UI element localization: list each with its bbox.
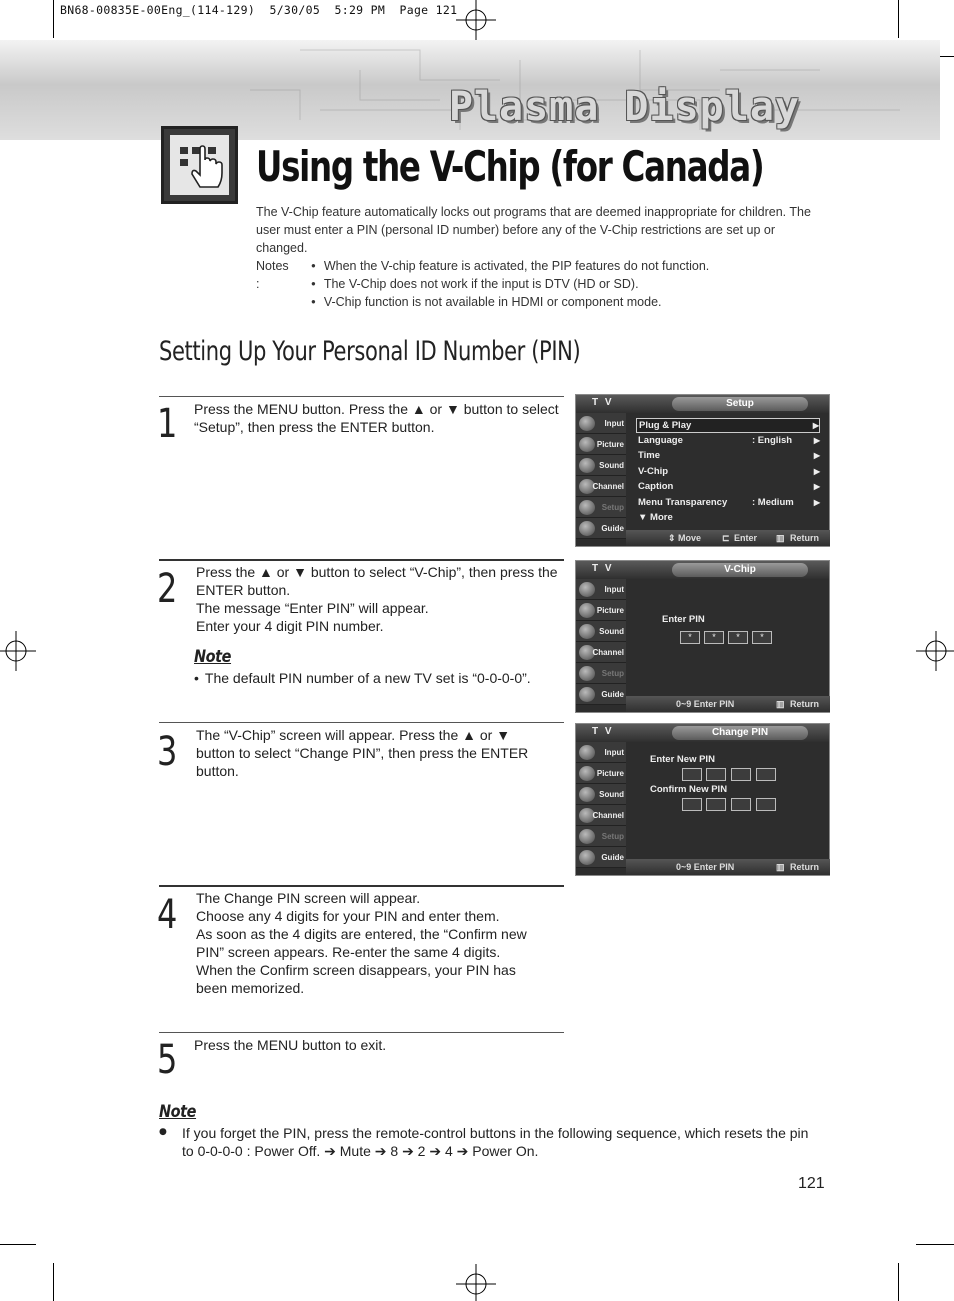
confirm-new-pin-label: Confirm New PIN <box>650 784 728 795</box>
osd-sidebar-item: Input <box>576 742 626 763</box>
osd-sidebar-item: Guide <box>576 847 626 868</box>
enter-pin-label: Enter PIN <box>662 614 705 625</box>
osd-title-bar <box>576 395 829 413</box>
crop-mark <box>916 1244 954 1245</box>
osd-sidebar-item: Sound <box>576 784 626 805</box>
step-line: Choose any 4 digits for your PIN and enter them. <box>196 908 500 924</box>
pin-digit-box <box>682 768 702 781</box>
step-5 <box>159 1032 564 1092</box>
return-icon: ▥ <box>776 699 785 709</box>
input-icon <box>579 745 595 760</box>
osd-sidebar-item: Input <box>576 413 626 434</box>
notes-item: ● When the V-chip feature is activated, the PIP features do not function. <box>311 257 831 275</box>
osd-sidebar-item: Guide <box>576 684 626 705</box>
step-divider <box>159 559 564 561</box>
osd-title-bar <box>576 724 829 742</box>
osd-sidebar <box>576 413 626 539</box>
pin-digit-box: * <box>704 631 724 644</box>
step-text: The “V-Chip” screen will appear. Press the ▲ or ▼ button to select “Change PIN”, then press the ENTER button. <box>196 727 529 779</box>
osd-sidebar-item: Sound <box>576 621 626 642</box>
crop-mark <box>898 1263 899 1301</box>
print-slug: BN68-00835E-00Eng_(114-129) 5/30/05 5:29 PM Page 121 <box>60 3 458 17</box>
step-line: As soon as the 4 digits are entered, the “Confirm new PIN” screen appears. Re-enter the same 4 digits. <box>196 926 527 960</box>
step-number: 5 <box>157 1037 178 1083</box>
pin-digit-box <box>706 768 726 781</box>
osd-footer-return: Return <box>790 699 819 709</box>
step-text <box>196 563 568 635</box>
osd-menu-row: V-Chip ▶ <box>638 466 820 477</box>
pin-digit-box <box>706 798 726 811</box>
guide-icon <box>579 521 595 536</box>
osd-sidebar-item: Picture <box>576 434 626 455</box>
note-heading: Note <box>159 1102 197 1122</box>
step-line: The message “Enter PIN” will appear. <box>196 600 429 616</box>
osd-menu-title: Setup <box>672 397 808 411</box>
osd-menu-title: Change PIN <box>672 726 808 740</box>
step-number: 1 <box>157 401 178 447</box>
registration-mark-icon <box>456 0 496 40</box>
move-icon: ⇕ <box>668 533 676 543</box>
step-number: 4 <box>157 892 178 938</box>
osd-sidebar-item: Setup <box>576 497 626 518</box>
setup-icon <box>579 666 595 681</box>
osd-title-bar <box>576 561 829 579</box>
osd-sidebar <box>576 579 626 705</box>
notes-item: ● V-Chip function is not available in HDMI or component mode. <box>311 293 831 311</box>
registration-mark-icon <box>456 1264 496 1301</box>
step-line: Enter your 4 digit PIN number. <box>196 618 384 634</box>
osd-tv-label: T V <box>592 397 614 408</box>
registration-mark-icon <box>0 631 36 671</box>
setup-icon <box>579 500 595 515</box>
step-number: 3 <box>157 729 178 775</box>
osd-footer-move: Move <box>678 533 702 543</box>
guide-icon <box>579 850 595 865</box>
osd-sidebar-item: Channel <box>576 642 626 663</box>
step-divider <box>159 885 564 887</box>
step-text <box>196 889 546 997</box>
step-text: Press the MENU button. Press the ▲ or ▼ button to select “Setup”, then press the ENTER button. <box>194 401 559 435</box>
input-icon <box>579 416 595 431</box>
picture-icon <box>579 766 595 781</box>
crop-mark <box>53 0 54 38</box>
pin-digit-box <box>682 798 702 811</box>
note-heading: Note <box>194 647 232 667</box>
osd-sidebar-item: Setup <box>576 663 626 684</box>
sound-icon <box>579 787 595 802</box>
step-1 <box>159 396 564 556</box>
note-bullet: ● <box>159 1127 167 1137</box>
step-line: The Change PIN screen will appear. <box>196 890 421 906</box>
step-divider <box>159 1032 564 1033</box>
osd-footer <box>626 859 830 875</box>
pin-digit-box: * <box>728 631 748 644</box>
return-icon: ▥ <box>776 862 785 872</box>
sound-icon <box>579 458 595 473</box>
osd-tv-label: T V <box>592 726 614 737</box>
step-divider <box>159 396 564 397</box>
step-3 <box>159 722 564 882</box>
step-text: Press the MENU button to exit. <box>194 1037 387 1053</box>
osd-change-pin-screen <box>575 723 830 876</box>
osd-sidebar-item: Setup <box>576 826 626 847</box>
crop-mark <box>53 1263 54 1301</box>
osd-menu-row: Time ▶ <box>638 450 820 461</box>
osd-footer-hint: 0~9 Enter PIN <box>676 699 735 709</box>
osd-footer-return: Return <box>790 533 819 543</box>
note-text: If you forget the PIN, press the remote-control buttons in the following sequence, which resets the pin to 0-0-0-0 : Power Off. ➔ Mute ➔ 8 ➔ 2 ➔ 4 ➔ Power On. <box>182 1125 809 1159</box>
osd-menu-row: Language : English ▶ <box>638 435 820 446</box>
page-number: 121 <box>798 1175 825 1192</box>
intro-paragraph: The V-Chip feature automatically locks out programs that are deemed inappropriate for children. The user must enter a PIN (personal ID number) before any of the V-Chip restrictions are set up or changed. <box>256 205 811 255</box>
section-title: Setting Up Your Personal ID Number (PIN) <box>159 336 581 367</box>
step-line: Press the ▲ or ▼ button to select “V-Chip”, then press the ENTER button. <box>196 564 558 598</box>
step-note <box>194 647 566 687</box>
enter-new-pin-label: Enter New PIN <box>650 754 715 765</box>
hand-pointer-icon <box>161 126 238 204</box>
pin-digit-box <box>731 768 751 781</box>
step-4 <box>159 885 564 1025</box>
input-icon <box>579 582 595 597</box>
setup-icon <box>579 829 595 844</box>
step-2 <box>159 559 564 719</box>
crop-mark <box>898 0 899 38</box>
note-bullet: • <box>194 670 199 686</box>
step-line: When the Confirm screen disappears, your PIN has been memorized. <box>196 962 516 996</box>
pin-digit-box: * <box>752 631 772 644</box>
picture-icon <box>579 437 595 452</box>
osd-sidebar-item: Sound <box>576 455 626 476</box>
osd-footer-return: Return <box>790 862 819 872</box>
osd-tv-label: T V <box>592 563 614 574</box>
sound-icon <box>579 624 595 639</box>
bottom-note <box>159 1102 819 1159</box>
osd-menu-row: ▼ More <box>638 512 673 523</box>
crop-mark <box>0 1244 36 1245</box>
osd-footer-enter: Enter <box>734 533 758 543</box>
pin-digit-box <box>731 798 751 811</box>
osd-sidebar-item: Picture <box>576 600 626 621</box>
banner-title: Plasma Display <box>448 84 800 130</box>
osd-vchip-screen <box>575 560 830 713</box>
step-divider <box>159 722 564 723</box>
osd-sidebar-item: Picture <box>576 763 626 784</box>
guide-icon <box>579 687 595 702</box>
step-number: 2 <box>157 566 178 612</box>
osd-footer <box>626 696 830 712</box>
pin-digit-box <box>756 798 776 811</box>
osd-menu-row: Caption ▶ <box>638 481 820 492</box>
osd-menu-row: Plug & Play ▶ <box>636 418 820 433</box>
notes-label: Notes : <box>256 259 289 291</box>
osd-sidebar <box>576 742 626 868</box>
notes-item: ● The V-Chip does not work if the input is DTV (HD or SD). <box>311 275 831 293</box>
osd-sidebar-item: Input <box>576 579 626 600</box>
pin-digit-box: * <box>680 631 700 644</box>
osd-sidebar-item: Channel <box>576 476 626 497</box>
osd-setup-screen <box>575 394 830 547</box>
osd-menu-title: V-Chip <box>672 563 808 577</box>
pin-digit-box <box>756 768 776 781</box>
osd-menu-row: Menu Transparency : Medium ▶ <box>638 497 820 508</box>
picture-icon <box>579 603 595 618</box>
registration-mark-icon <box>916 631 954 671</box>
enter-icon: ⊏ <box>722 533 730 543</box>
osd-sidebar-item: Channel <box>576 805 626 826</box>
notes-list <box>311 257 831 311</box>
header-banner <box>0 40 940 140</box>
osd-footer-hint: 0~9 Enter PIN <box>676 862 735 872</box>
note-text: The default PIN number of a new TV set is “0-0-0-0”. <box>204 670 531 686</box>
return-icon: ▥ <box>776 533 785 543</box>
page-title: Using the V-Chip (for Canada) <box>256 142 764 191</box>
osd-sidebar-item: Guide <box>576 518 626 539</box>
osd-footer <box>626 530 830 546</box>
